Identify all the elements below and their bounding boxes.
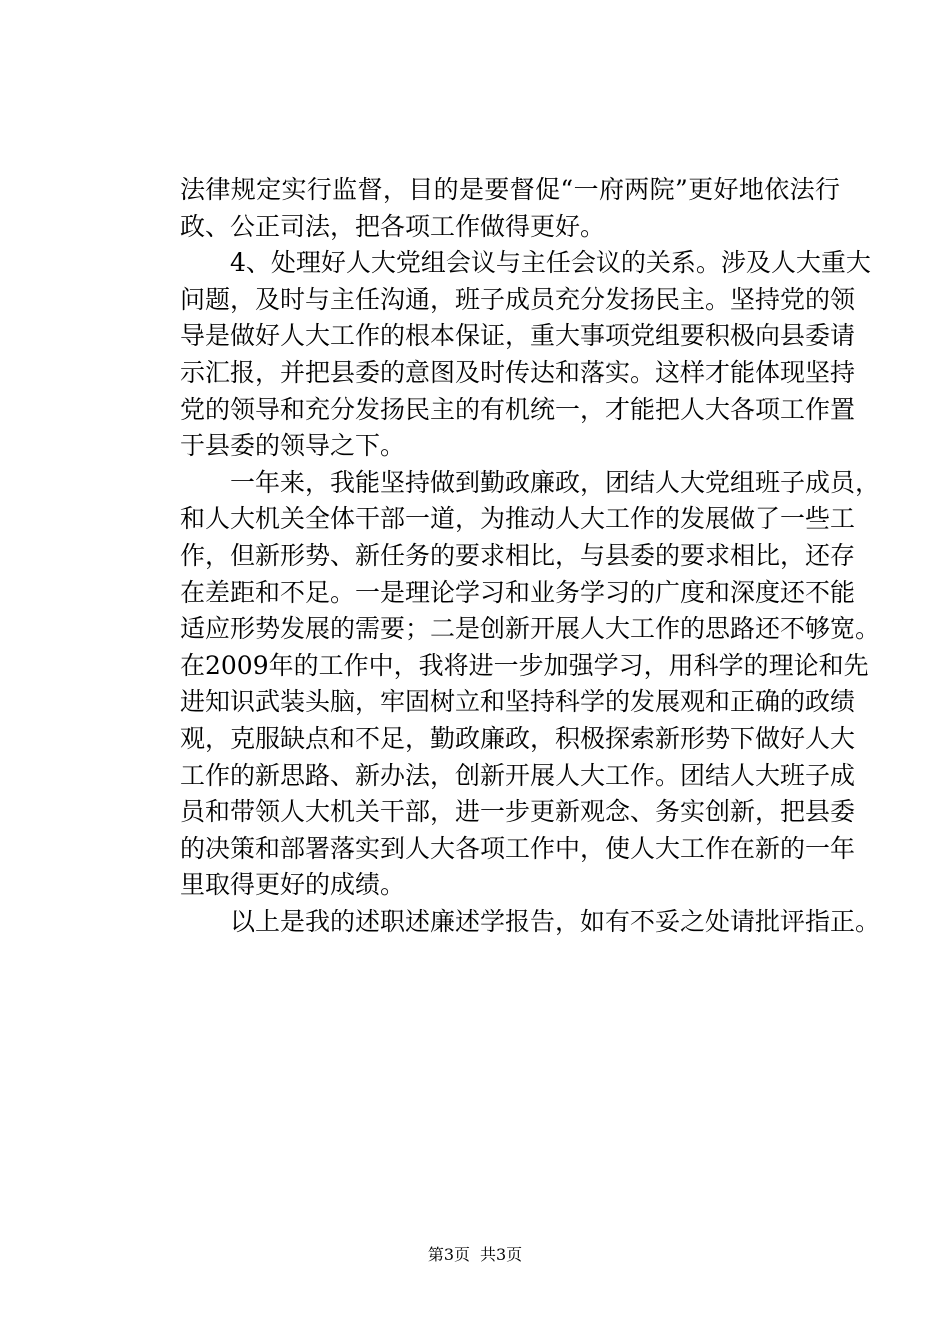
text-line: 法律规定实行监督，目的是要督促“一府两院”更好地依法行 bbox=[180, 175, 840, 204]
document-body bbox=[180, 172, 881, 940]
text-line: 政、公正司法，把各项工作做得更好。 bbox=[180, 211, 606, 241]
text-line: 一年来，我能坚持做到勤政廉政，团结人大党组班子成员， bbox=[230, 467, 881, 497]
page-number-total: 共3页 bbox=[480, 1245, 523, 1264]
text-line: 适应形势发展的需要；二是创新开展人大工作的思路还不够宽。 bbox=[180, 614, 881, 644]
text-line: 示汇报，并把县委的意图及时传达和落实。这样才能体现坚持 bbox=[180, 357, 856, 387]
text-line: 观，克服缺点和不足，勤政廉政，积极探索新形势下做好人大 bbox=[180, 723, 856, 753]
text-line: 和人大机关全体干部一道，为推动人大工作的发展做了一些工 bbox=[180, 504, 856, 534]
text-line: 员和带领人大机关干部，进一步更新观念、务实创新，把县委 bbox=[180, 797, 856, 827]
text-line: 导是做好人大工作的根本保证，重大事项党组要积极向县委请 bbox=[180, 321, 856, 351]
text-line: 以上是我的述职述廉述学报告，如有不妥之处请批评指正。 bbox=[230, 906, 881, 936]
text-line: 4、处理好人大党组会议与主任会议的关系。涉及人大重大 bbox=[230, 248, 871, 278]
page-number-current: 第3页 bbox=[427, 1245, 470, 1264]
text-line: 在2009年的工作中，我将进一步加强学习，用科学的理论和先 bbox=[180, 650, 869, 680]
text-line: 工作的新思路、新办法，创新开展人大工作。团结人大班子成 bbox=[180, 760, 856, 790]
text-line: 问题，及时与主任沟通，班子成员充分发扬民主。坚持党的领 bbox=[180, 284, 856, 314]
text-line: 进知识武装头脑，牢固树立和坚持科学的发展观和正确的政绩 bbox=[180, 687, 856, 717]
text-line: 的决策和部署落实到人大各项工作中，使人大工作在新的一年 bbox=[180, 833, 856, 863]
text-line: 里取得更好的成绩。 bbox=[180, 870, 406, 900]
page-footer bbox=[0, 1243, 950, 1267]
text-line: 党的领导和充分发扬民主的有机统一，才能把人大各项工作置 bbox=[180, 394, 856, 424]
text-line: 作，但新形势、新任务的要求相比，与县委的要求相比，还存 bbox=[180, 540, 856, 570]
text-line: 于县委的领导之下。 bbox=[180, 431, 406, 461]
text-line: 在差距和不足。一是理论学习和业务学习的广度和深度还不能 bbox=[180, 577, 856, 607]
